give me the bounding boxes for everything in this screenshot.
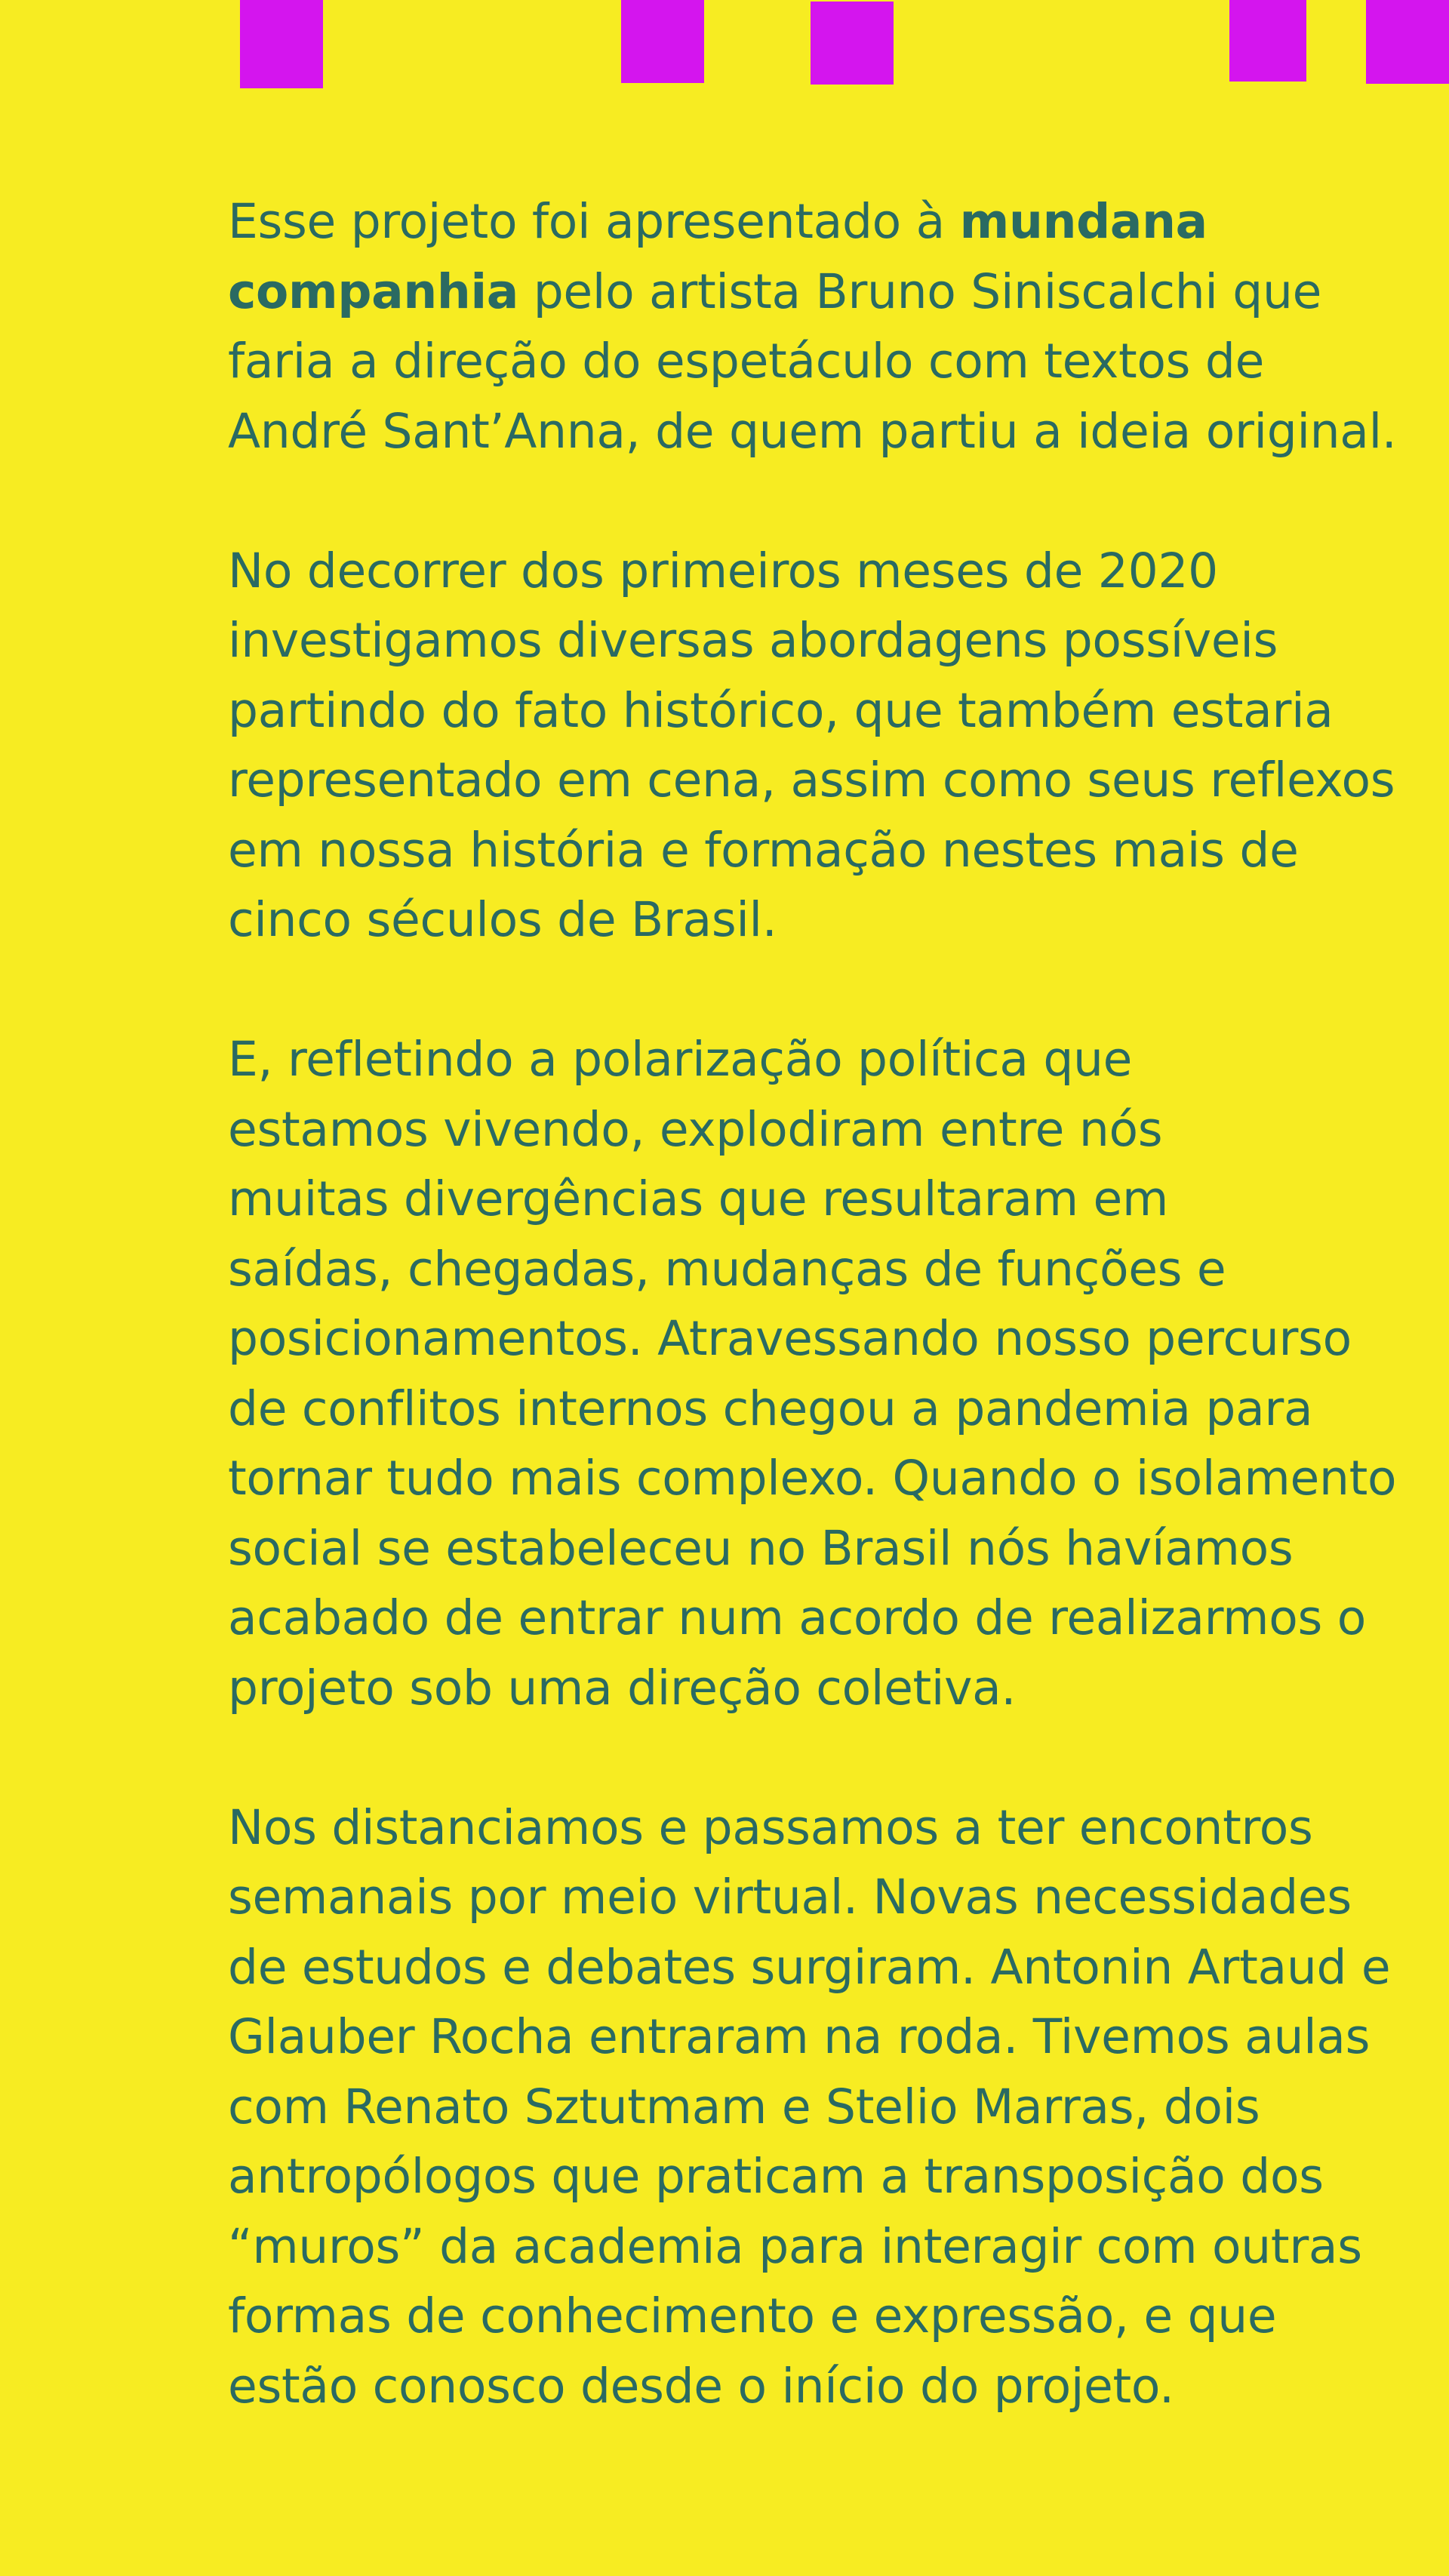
text-run: pelo artista Bruno Siniscalchi que — [518, 263, 1322, 319]
text-line: partindo do fato histórico, que também estaria — [228, 682, 1334, 738]
decorative-square — [1229, 0, 1306, 82]
company-name-part-1: mundana — [959, 194, 1208, 249]
decorative-square — [621, 0, 704, 83]
text-line: formas de conhecimento e expressão, e que — [228, 2288, 1277, 2344]
text-run: Esse projeto foi apresentado à — [228, 194, 960, 249]
decorative-square — [1366, 0, 1449, 84]
text-line — [228, 187, 1435, 257]
decorative-square — [240, 0, 323, 88]
text-line: “muros” da academia para interagir com outras — [228, 2218, 1362, 2274]
text-line: faria a direção do espetáculo com textos de — [228, 334, 1265, 389]
text-line: representado em cena, assim como seus reflexos — [228, 752, 1395, 808]
text-line: muitas divergências que resultaram em — [228, 1171, 1169, 1226]
text-line: estamos vivendo, explodiram entre nós — [228, 1101, 1163, 1157]
paragraph-virtual-meetings — [228, 1793, 1435, 2422]
paragraph-2020 — [228, 537, 1435, 956]
text-line — [228, 257, 1435, 328]
text-line: Nos distanciamos e passamos a ter encontros — [228, 1799, 1313, 1855]
text-line: No decorrer dos primeiros meses de 2020 — [228, 543, 1218, 599]
text-line: investigamos diversas abordagens possíveis — [228, 613, 1278, 668]
text-line: cinco séculos de Brasil. — [228, 892, 777, 947]
text-line: posicionamentos. Atravessando nosso percurso — [228, 1311, 1352, 1366]
text-line: de estudos e debates surgiram. Antonin Artaud e — [228, 1939, 1391, 1995]
text-line: André Sant’Anna, de quem partiu a ideia original. — [228, 403, 1397, 459]
text-line: acabado de entrar num acordo de realizarmos o — [228, 1590, 1366, 1645]
text-line: E, refletindo a polarização política que — [228, 1032, 1133, 1087]
text-line: saídas, chegadas, mudanças de funções e — [228, 1241, 1226, 1297]
text-line: tornar tudo mais complexo. Quando o isolamento — [228, 1451, 1397, 1506]
paragraph-polarization — [228, 1025, 1435, 1723]
text-line: social se estabeleceu no Brasil nós havíamos — [228, 1520, 1294, 1576]
paragraph-intro — [228, 187, 1435, 466]
company-name-part-2: companhia — [228, 263, 518, 319]
decorative-square — [811, 2, 894, 85]
text-line: antropólogos que praticam a transposição dos — [228, 2149, 1324, 2204]
article-body — [228, 187, 1435, 2421]
text-line: em nossa história e formação nestes mais de — [228, 822, 1299, 878]
text-line: Glauber Rocha entraram na roda. Tivemos aulas — [228, 2009, 1371, 2064]
text-line: projeto sob uma direção coletiva. — [228, 1660, 1017, 1716]
text-line: de conflitos internos chegou a pandemia para — [228, 1380, 1313, 1436]
text-line: com Renato Sztutmam e Stelio Marras, dois — [228, 2079, 1260, 2134]
text-line: estão conosco desde o início do projeto. — [228, 2358, 1174, 2414]
text-line: semanais por meio virtual. Novas necessidades — [228, 1870, 1352, 1925]
